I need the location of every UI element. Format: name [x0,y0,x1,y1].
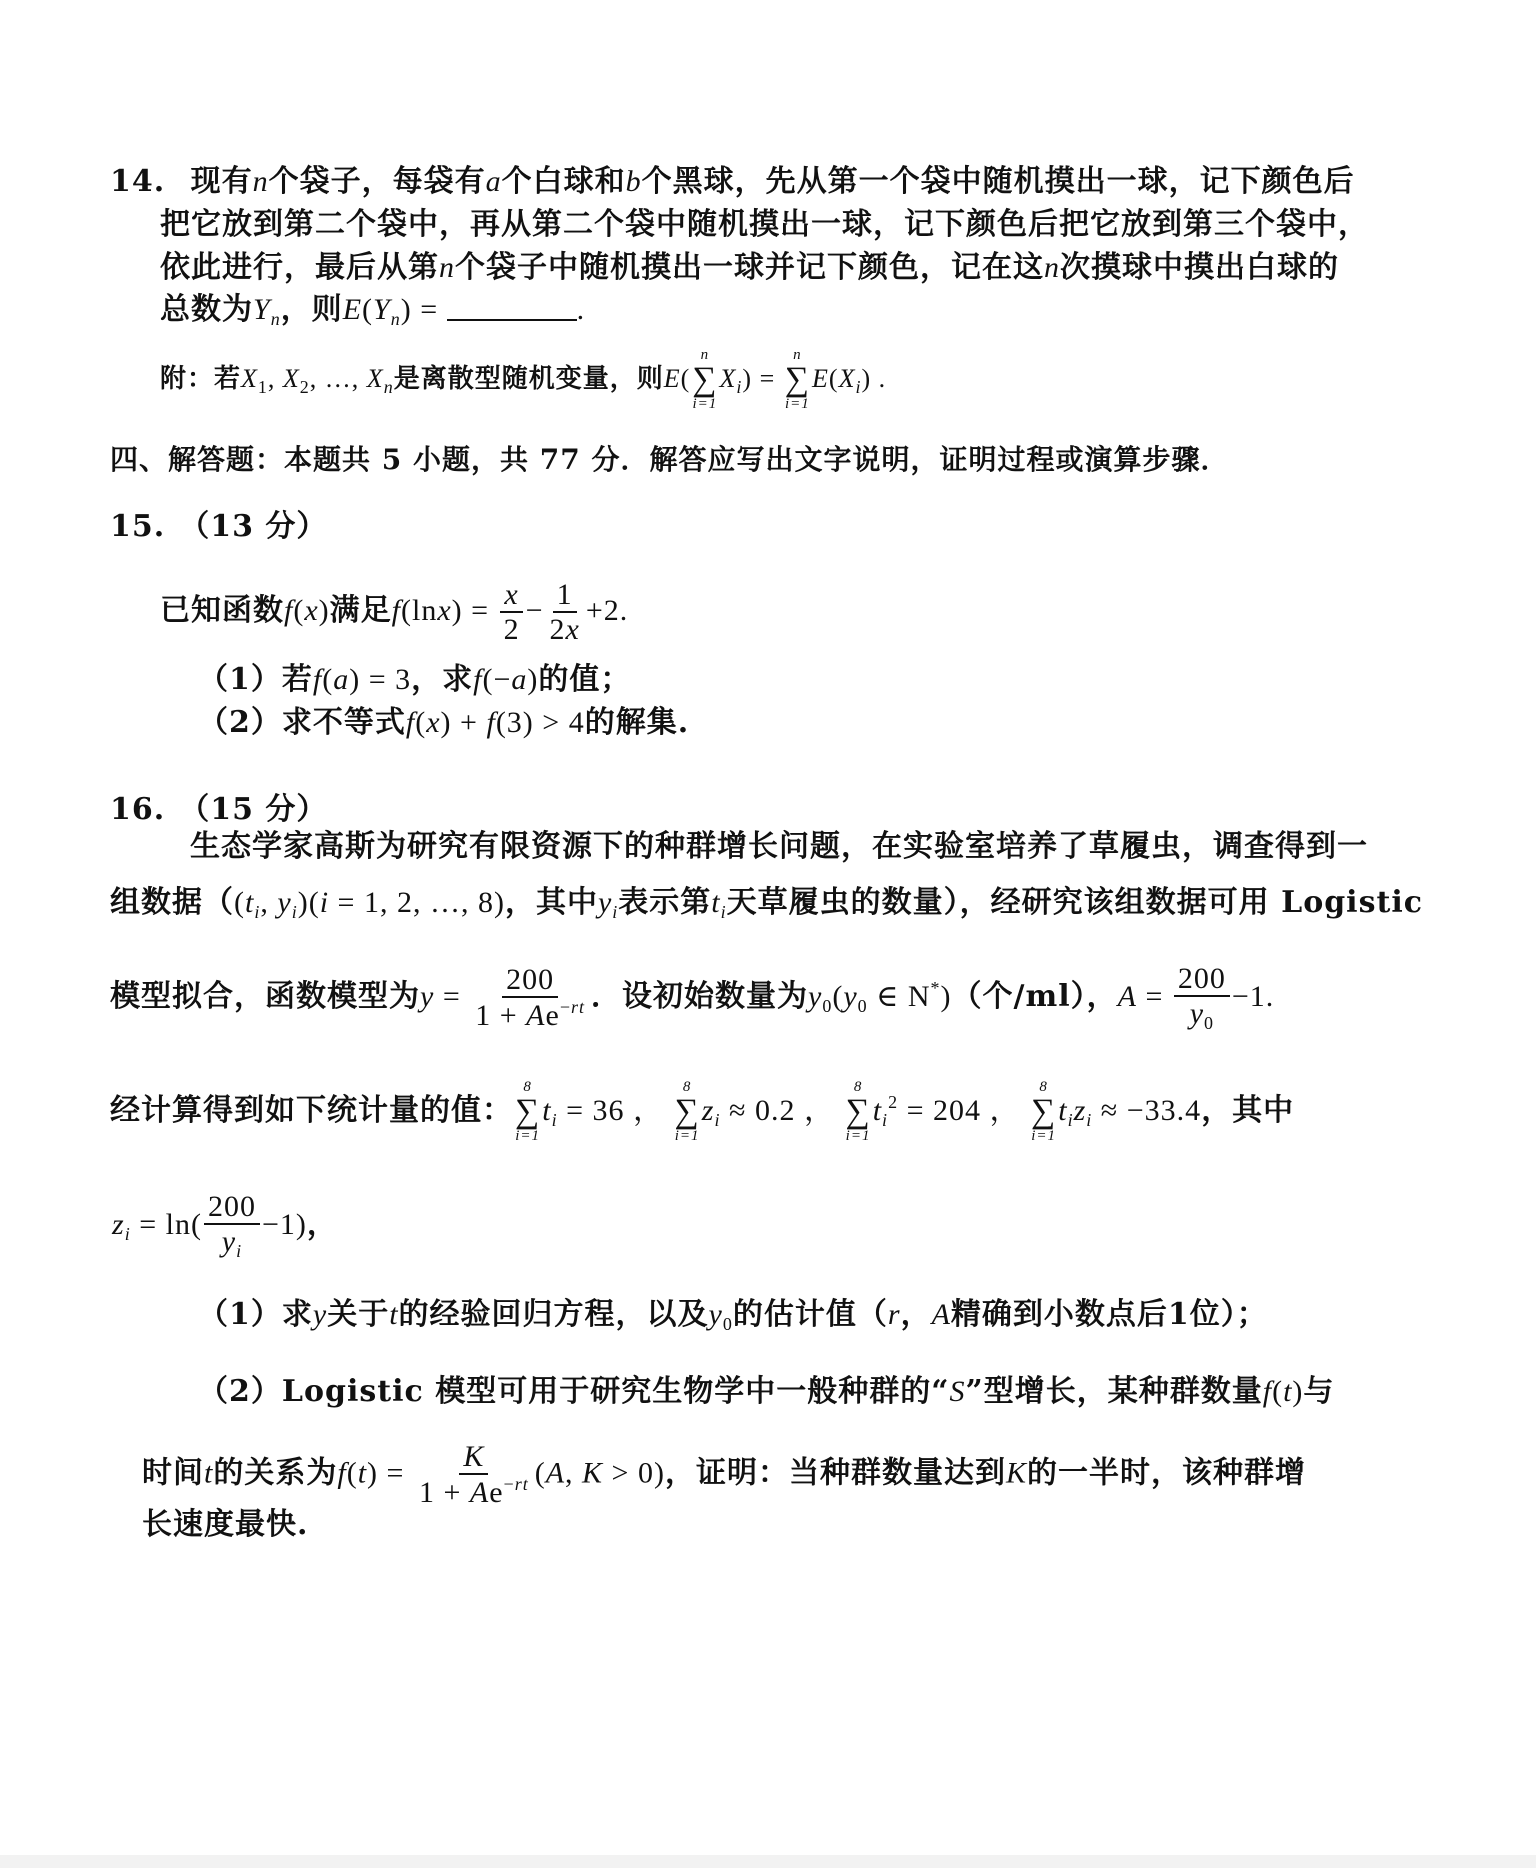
q14-text: 个袋子，每袋有 [268,164,486,199]
q15-stem: 已知函数f(x)满足f(lnx) = $\frac{x}{2}$ − $\frac{1}{2x}$ +2. [160,578,629,646]
q16-part-2-end: 长速度最快. [142,1507,309,1542]
q15-header [110,507,327,547]
q16-line-5: $z_i = \ln$( $\frac{200}{y_i}$ −1)， [112,1190,338,1261]
sum-symbol: 8 ∑ i=1 [674,1079,700,1144]
q16-text: 组数据（ [110,885,234,920]
fraction: $\frac{200}{1 + Ae^{-rt}}$ [475,963,585,1033]
q16-part-2-cont: 时间t的关系为f(t) = $\frac{K}{1 + Ae^{-rt}}$ (A, K > 0)，证明：当种群数量达到K的一半时，该种群增 [142,1440,1306,1509]
sum-symbol: 8 ∑ i=1 [1030,1079,1057,1144]
q16-line-2: 组数据（($t_i$, $y_i)(i = 1$, 2, …, 8)，其中$y_i$表示第$t_i$天草履虫的数量），经研究该组数据可用 Logistic [110,885,1423,922]
q16-text: 时间 [142,1455,204,1491]
sum-symbol: n ∑ i=1 [784,347,810,412]
q16-text: （2）Logistic 模型可用于研究生物学中一般种群的“ [198,1374,950,1409]
sum-symbol: n ∑ i=1 [692,347,718,412]
q16-score: （15 分） [179,792,328,827]
q16-text: 天草履虫的数量），经研究该组数据可用 Logistic [726,885,1423,920]
q16-text: ，证明：当种群数量达到 [664,1455,1006,1491]
q16-number: 16. [110,792,166,827]
q15-text: 的解集. [584,705,690,740]
sum-symbol: 8 ∑ i=1 [515,1079,541,1144]
q14-line-4: 总数为$Y_n$，则$E(Y_n)$ = . [160,292,586,329]
q16-part-1: （1）求y关于t的经验回归方程，以及$y_0$的估计值（r，A精确到小数点后1位）； [198,1297,1268,1334]
fraction: $\frac{x}{2}$ [500,578,524,646]
q15-text: 已知函数 [160,593,284,628]
sum-symbol: 8 ∑ i=1 [845,1079,871,1144]
q15-text: 的值； [538,662,632,697]
q16-text: ，其中 [1201,1093,1295,1128]
q16-text: 表示第 [618,885,712,920]
q15-part-2: （2）求不等式f(x) + f(3) > 4的解集. [198,705,690,740]
q14-number: 14. [110,164,166,199]
q14-note-text: 是离散型随机变量，则 [393,364,664,394]
q15-text: （1）若 [198,662,313,697]
q16-text: ”型增长，某种群数量 [965,1374,1263,1409]
q16-text: （个/ml）， [951,978,1118,1014]
section-4-heading: 四、解答题：本题共 5 小题，共 77 分．解答应写出文字说明，证明过程或演算步骤． [110,443,1230,476]
q14-text: 次摸球中摸出白球的 [1060,250,1339,285]
q15-score: （13 分） [179,509,328,544]
fraction: $\frac{1}{2x}$ [549,578,580,646]
q14-text: 个黑球，先从第一个袋中随机摸出一球，记下颜色后 [641,164,1355,199]
q16-text: 的一半时，该种群增 [1026,1455,1306,1491]
q15-text: 满足 [329,593,392,628]
q16-text: 经计算得到如下统计量的值： [110,1093,513,1128]
q16-text: 的经验回归方程，以及 [398,1297,709,1332]
q16-text: 模型拟合，函数模型为 [110,978,420,1014]
q14-line-1: 14. 现有n个袋子，每袋有a个白球和b个黑球，先从第一个袋中随机摸出一球，记下颜色后 [110,162,1355,202]
q14-line-3: 依此进行，最后从第n个袋子中随机摸出一球并记下颜色，记在这n次摸球中摸出白球的 [160,250,1339,285]
q16-text: 的关系为 [213,1455,338,1491]
q16-text: ．设初始数量为 [591,978,808,1014]
q16-part-2: （2）Logistic 模型可用于研究生物学中一般种群的“S”型增长，某种群数量f(t)与 [198,1374,1335,1409]
q14-text: 个袋子中随机摸出一球并记下颜色，记在这 [455,250,1044,285]
fraction: $\frac{200}{y_i}$ [204,1190,260,1262]
q16-text: （1）求 [198,1297,313,1332]
q15-text: ，求 [411,662,474,697]
q16-text: ， [900,1297,932,1332]
q14-note-text: 附：若 [160,364,242,394]
q16-text: 与 [1303,1374,1335,1409]
q16-line-1: 生态学家高斯为研究有限资源下的种群增长问题，在实验室培养了草履虫，调查得到一 [190,829,1368,864]
q14-line-2: 把它放到第二个袋中，再从第二个袋中随机摸出一球，记下颜色后把它放到第三个袋中， [160,207,1369,242]
q14-text: 个白球和 [501,164,626,199]
q16-text: 的估计值（ [732,1297,888,1332]
q14-text: 现有 [190,164,253,199]
q16-text: ，其中 [504,885,598,920]
q15-text: （2）求不等式 [198,705,406,740]
q16-text: ， [306,1206,338,1242]
q16-line-3: 模型拟合，函数模型为y = $\frac{200}{1 + Ae^{-rt}}$ ．设初始数量为$y_0(y_0$ ∈ N*)（个/ml），A = $\frac{200}{y_0}$ −1. [110,962,1275,1033]
q16-text: 关于 [327,1297,390,1332]
q14-note: 附：若$X_1$, $X_2$, …, $X_n$是离散型随机变量，则E( n ∑ i=1 $X_i$) = n ∑ i=1 $E(X_i)$ . [160,347,887,412]
q14-text: 总数为 [160,292,253,327]
q15-number: 15. [110,509,166,544]
fraction: $\frac{200}{y_0}$ [1174,962,1230,1034]
fraction: $\frac{K}{1 + Ae^{-rt}}$ [418,1440,529,1509]
q16-header [110,790,327,830]
answer-blank[interactable] [447,293,577,321]
q16-line-4: 经计算得到如下统计量的值： 8 ∑ i=1 $t_i = 36$ ， 8 ∑ i=1 $z_i \approx 0.2$ ， 8 ∑ i=1 $t_i^2 = 204$ ， 8 ∑ i=1 $t_iz_i \approx -33.4$，其中 [110,1079,1295,1144]
q15-part-1: （1）若f(a) = 3，求f(−a)的值； [198,662,632,697]
q16-text: 精确到小数点后1位）； [950,1297,1268,1332]
q14-text: 依此进行，最后从第 [160,250,439,285]
page-bottom-edge [0,1855,1536,1868]
q14-text: ，则 [280,292,343,327]
